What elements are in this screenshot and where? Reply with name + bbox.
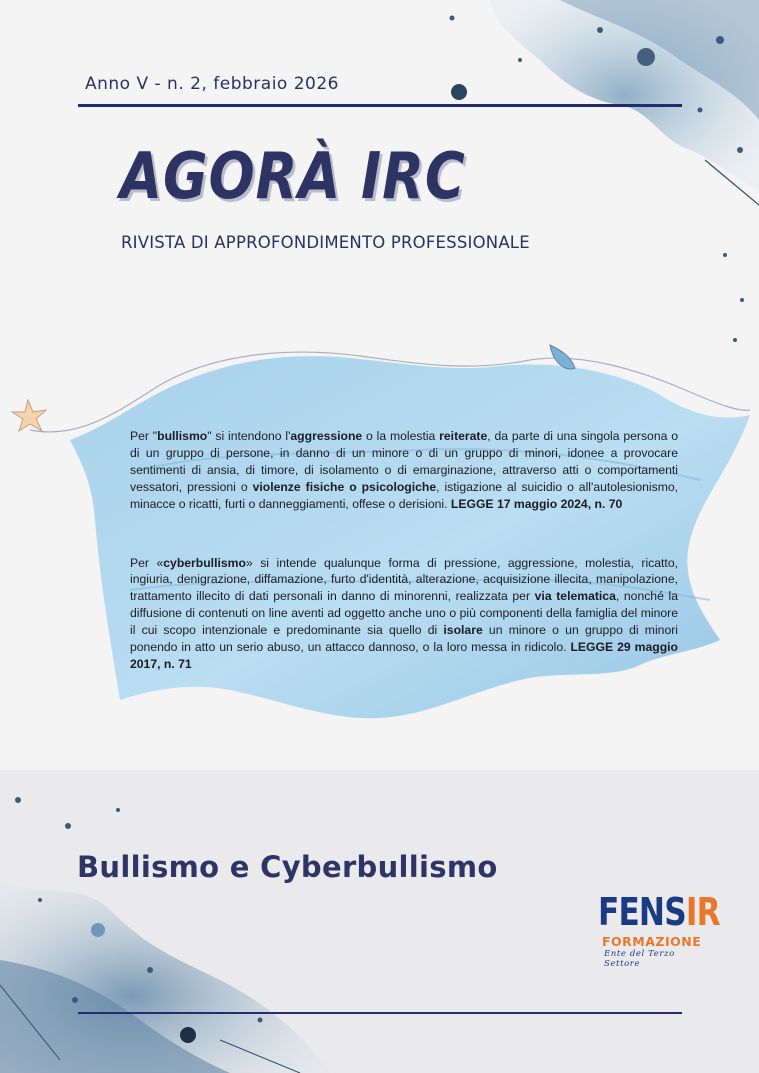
logo-tagline: Ente del Terzo Settore: [604, 949, 675, 969]
logo-subline: FORMAZIONE: [602, 934, 702, 949]
bullismo-definition: Per "bullismo" si intendono l'aggressione o la molestia reiterate, da parte di una singola persona o di un gruppo di persone, in danno di un minore o di un gruppo di minori, idonee a provocare sentimenti di ansia, di timore, di isolamento o di emarginazione, attraverso atti o comportamenti vessatori, pressioni o violenze fisiche o psicologiche, istigazione al suicidio o all'autolesionismo, minacce o ricatti, furti o danneggiamenti, offese o derisioni. LEGGE 17 maggio 2024, n. 70: [130, 429, 679, 511]
logo-wordmark: FENSIR: [598, 890, 720, 934]
masthead-subtitle: RIVISTA DI APPROFONDIMENTO PROFESSIONALE: [121, 233, 530, 252]
cyberbullismo-definition: Per «cyberbullismo» si intende qualunque forma di pressione, aggressione, molestia, ricatto, ingiuria, denigrazione, diffamazione, furto d'identità, alterazione, acquisizione illecita, manipolazione, trattamento illecito di dati personali in danno di minorenni, realizzata per via telematica, nonché la diffusione di contenuti on line aventi ad oggetto anche uno o più componenti della famiglia del minore il cui scopo intenzionale e predominante sia quello di isolare un minore o un gruppo di minori ponendo in atto un serio abuso, un attacco dannoso, o la loro messa in ridicolo. LEGGE 29 maggio 2017, n. 71: [130, 555, 678, 671]
top-divider: [78, 104, 682, 107]
masthead-title: AGORÀ IRC: [120, 140, 466, 214]
cyberbullismo-law-reference: LEGGE 29 maggio 2017, n. 71: [130, 640, 678, 671]
bullismo-law-reference: LEGGE 17 maggio 2024, n. 70: [450, 496, 623, 511]
definitions-block: [130, 428, 678, 673]
fensir-logo: [598, 890, 720, 969]
bottom-divider: [78, 1012, 682, 1014]
issue-line: Anno V - n. 2, febbraio 2026: [85, 74, 339, 94]
issue-topic-title: Bullismo e Cyberbullismo: [77, 850, 498, 884]
